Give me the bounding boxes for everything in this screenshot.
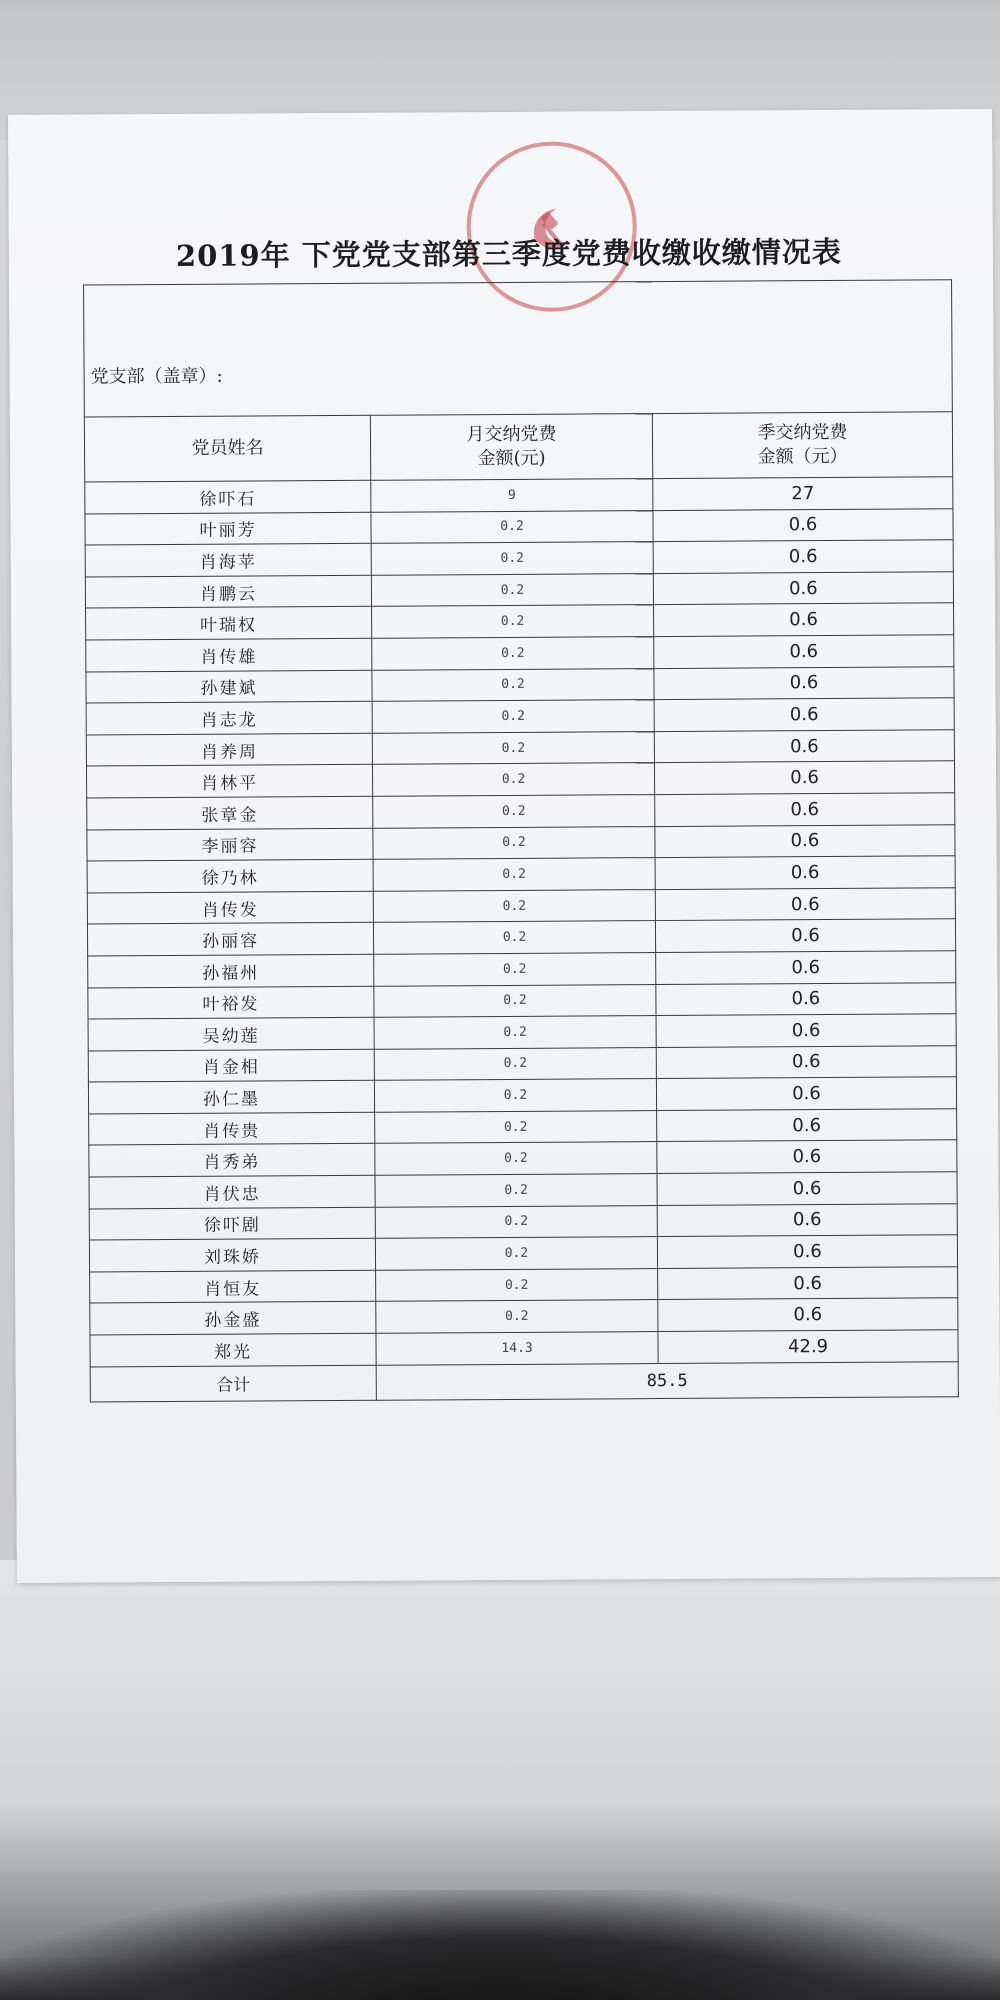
quarterly-dues-cell: 0.6 xyxy=(654,666,954,699)
table-row xyxy=(85,572,953,609)
monthly-dues-cell: 0.2 xyxy=(372,763,654,796)
quarterly-dues-cell: 0.6 xyxy=(655,919,955,952)
table-row xyxy=(88,1014,956,1051)
party-dues-table xyxy=(83,279,959,1402)
table-row xyxy=(87,856,955,893)
table-row xyxy=(86,761,954,798)
quarterly-dues-cell: 0.6 xyxy=(657,1109,957,1142)
member-name-cell: 肖秀弟 xyxy=(89,1144,375,1177)
quarterly-dues-cell: 0.6 xyxy=(656,1014,956,1047)
table-row xyxy=(90,1298,958,1335)
document-title: 2019年 下党党支部第三季度党费收缴收缴情况表 xyxy=(175,234,842,273)
member-name-cell: 肖传贵 xyxy=(89,1112,375,1145)
table-row xyxy=(89,1109,957,1146)
quarterly-dues-cell: 42.9 xyxy=(658,1330,958,1363)
branch-label: 党支部（盖章）: xyxy=(84,280,953,417)
member-name-cell: 肖金相 xyxy=(88,1049,374,1082)
table-row xyxy=(85,540,953,577)
quarterly-dues-cell: 0.6 xyxy=(658,1267,958,1300)
member-name-cell: 叶丽芳 xyxy=(85,512,371,545)
header-quarterly-line2: 金额（元） xyxy=(757,445,848,468)
monthly-dues-cell: 0.2 xyxy=(375,1205,657,1238)
table-row xyxy=(89,1140,957,1177)
quarterly-dues-cell: 0.6 xyxy=(657,1140,957,1173)
monthly-dues-cell: 0.2 xyxy=(373,858,655,891)
member-name-cell: 叶裕发 xyxy=(88,986,374,1019)
member-name-cell: 肖传发 xyxy=(87,891,373,924)
quarterly-dues-cell: 0.6 xyxy=(653,572,953,605)
monthly-dues-cell: 0.2 xyxy=(374,952,656,985)
table-row xyxy=(86,729,954,766)
table-row xyxy=(87,824,955,861)
member-name-cell: 孙丽容 xyxy=(87,923,373,956)
member-name-cell: 郑光 xyxy=(90,1333,376,1366)
quarterly-dues-cell: 0.6 xyxy=(658,1298,958,1331)
quarterly-dues-cell: 0.6 xyxy=(657,1235,957,1268)
member-name-cell: 徐吓石 xyxy=(85,480,371,513)
monthly-dues-cell: 0.2 xyxy=(376,1268,658,1301)
header-quarterly-dues xyxy=(652,412,952,479)
monthly-dues-cell: 0.2 xyxy=(374,1079,656,1112)
monthly-dues-cell: 0.2 xyxy=(371,573,653,606)
member-name-cell: 孙金盛 xyxy=(90,1302,376,1335)
member-name-cell: 孙建斌 xyxy=(86,670,372,703)
quarterly-dues-cell: 0.6 xyxy=(653,540,953,573)
table-row xyxy=(86,635,954,672)
quarterly-dues-cell: 0.6 xyxy=(657,1203,957,1236)
monthly-dues-cell: 0.2 xyxy=(373,921,655,954)
monthly-dues-cell: 0.2 xyxy=(372,668,654,701)
monthly-dues-cell: 0.2 xyxy=(373,889,655,922)
monthly-dues-cell: 0.2 xyxy=(372,605,654,638)
member-name-cell: 孙福州 xyxy=(88,954,374,987)
monthly-dues-cell: 0.2 xyxy=(375,1174,657,1207)
monthly-dues-cell: 0.2 xyxy=(375,1142,657,1175)
total-row xyxy=(90,1361,958,1401)
quarterly-dues-cell: 0.6 xyxy=(655,856,955,889)
member-name-cell: 肖海苹 xyxy=(85,543,371,576)
table-row xyxy=(87,919,955,956)
monthly-dues-cell: 0.2 xyxy=(372,731,654,764)
quarterly-dues-cell: 0.6 xyxy=(655,793,955,826)
table-row xyxy=(88,951,956,988)
member-name-cell: 肖恒友 xyxy=(90,1270,376,1303)
monthly-dues-cell: 0.2 xyxy=(373,795,655,828)
monthly-dues-cell: 14.3 xyxy=(376,1332,658,1365)
quarterly-dues-cell: 0.6 xyxy=(657,1172,957,1205)
table-row xyxy=(87,887,955,924)
quarterly-dues-cell: 0.6 xyxy=(654,761,954,794)
header-monthly-dues xyxy=(370,414,652,481)
branch-seal-row xyxy=(84,280,953,417)
member-name-cell: 徐吓剧 xyxy=(89,1207,375,1240)
table-row xyxy=(89,1235,957,1272)
monthly-dues-cell: 0.2 xyxy=(372,700,654,733)
quarterly-dues-cell: 0.6 xyxy=(654,603,954,636)
table-row xyxy=(90,1330,958,1367)
quarterly-dues-cell: 0.6 xyxy=(654,698,954,731)
quarterly-dues-cell: 0.6 xyxy=(656,1077,956,1110)
header-monthly-line1: 月交纳党费 xyxy=(466,423,557,446)
table-row xyxy=(87,793,955,830)
background-surface-bottom xyxy=(0,1560,1000,2000)
total-value: 85.5 xyxy=(376,1361,958,1400)
member-name-cell: 肖传雄 xyxy=(86,638,372,671)
quarterly-dues-cell: 0.6 xyxy=(653,508,953,541)
monthly-dues-cell: 0.2 xyxy=(376,1300,658,1333)
monthly-dues-cell: 0.2 xyxy=(374,984,656,1017)
monthly-dues-cell: 0.2 xyxy=(371,510,653,543)
quarterly-dues-cell: 0.6 xyxy=(654,729,954,762)
quarterly-dues-cell: 0.6 xyxy=(656,982,956,1015)
member-name-cell: 李丽容 xyxy=(87,828,373,861)
table-row xyxy=(90,1267,958,1304)
quarterly-dues-cell: 0.6 xyxy=(655,824,955,857)
member-name-cell: 肖志龙 xyxy=(86,701,372,734)
member-name-cell: 肖养周 xyxy=(86,733,372,766)
quarterly-dues-cell: 0.6 xyxy=(655,887,955,920)
table-row xyxy=(89,1203,957,1240)
header-member-name: 党员姓名 xyxy=(84,415,370,482)
member-name-cell: 肖鹏云 xyxy=(85,575,371,608)
paper-sheet xyxy=(8,109,1000,1583)
table-header-row xyxy=(84,412,952,482)
monthly-dues-cell: 0.2 xyxy=(375,1110,657,1143)
table-row xyxy=(86,603,954,640)
monthly-dues-cell: 0.2 xyxy=(374,1016,656,1049)
table-row xyxy=(85,508,953,545)
member-name-cell: 孙仁墨 xyxy=(88,1081,374,1114)
quarterly-dues-cell: 0.6 xyxy=(656,1045,956,1078)
total-label: 合计 xyxy=(90,1365,376,1402)
monthly-dues-cell: 0.2 xyxy=(371,542,653,575)
quarterly-dues-cell: 0.6 xyxy=(654,635,954,668)
quarterly-dues-cell: 27 xyxy=(653,477,953,510)
member-name-cell: 吴幼莲 xyxy=(88,1017,374,1050)
member-name-cell: 刘珠娇 xyxy=(89,1239,375,1272)
member-name-cell: 叶瑞权 xyxy=(86,607,372,640)
monthly-dues-cell: 0.2 xyxy=(374,1047,656,1080)
member-name-cell: 张章金 xyxy=(87,796,373,829)
member-name-cell: 徐乃林 xyxy=(87,859,373,892)
monthly-dues-cell: 0.2 xyxy=(372,637,654,670)
table-row xyxy=(89,1172,957,1209)
member-name-cell: 肖林平 xyxy=(86,765,372,798)
member-name-cell: 肖伏忠 xyxy=(89,1175,375,1208)
quarterly-dues-cell: 0.6 xyxy=(656,951,956,984)
header-monthly-line2: 金额(元) xyxy=(477,447,546,470)
header-quarterly-line1: 季交纳党费 xyxy=(757,421,848,444)
monthly-dues-cell: 9 xyxy=(371,479,653,512)
monthly-dues-cell: 0.2 xyxy=(375,1237,657,1270)
monthly-dues-cell: 0.2 xyxy=(373,826,655,859)
table-row xyxy=(88,982,956,1019)
table-row xyxy=(85,477,953,514)
table-row xyxy=(88,1045,956,1082)
table-row xyxy=(86,698,954,735)
table-row xyxy=(88,1077,956,1114)
table-row xyxy=(86,666,954,703)
